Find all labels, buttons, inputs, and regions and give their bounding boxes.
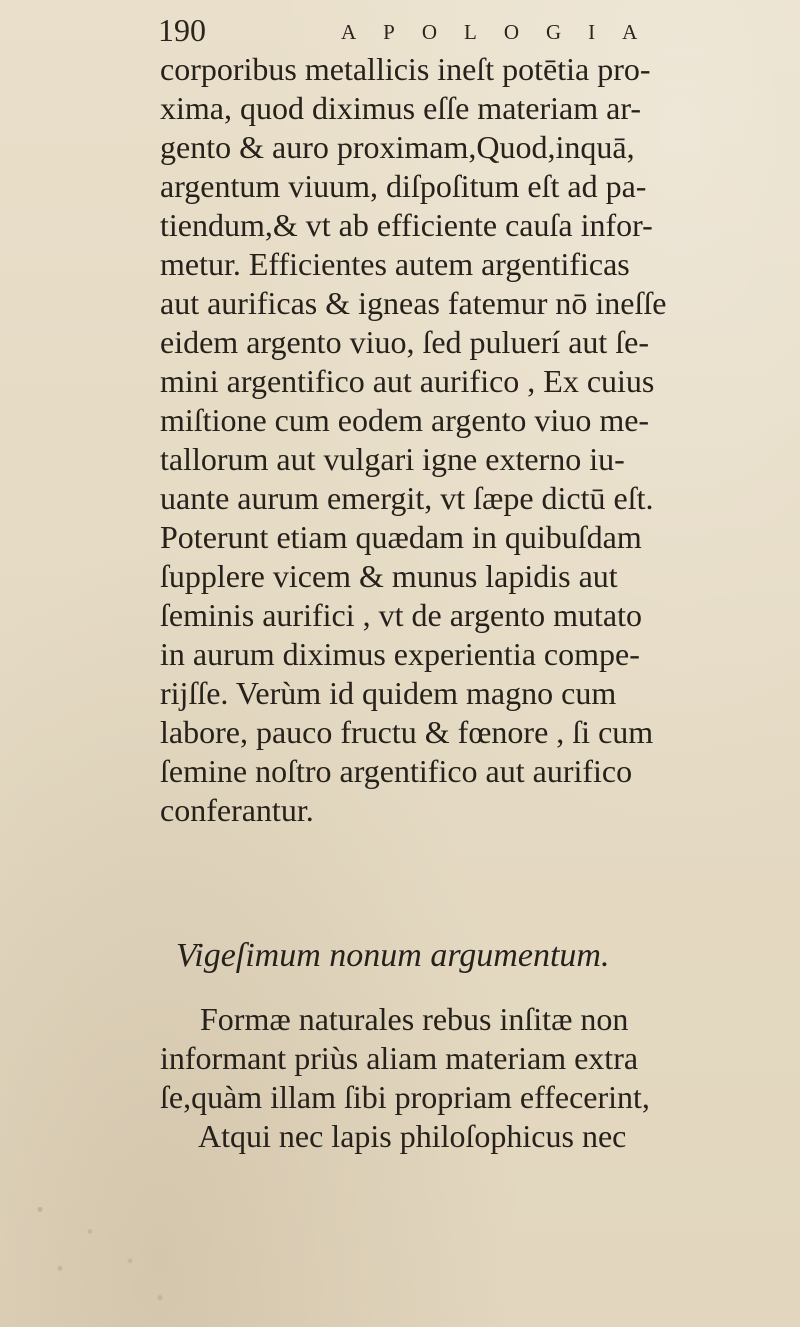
text-line: xima, quod diximus eſſe materiam ar- (160, 90, 641, 126)
paragraph-2 (160, 1000, 785, 1156)
text-line: conferantur. (160, 792, 314, 828)
text-line: tiendum,& vt ab efficiente cauſa infor- (160, 207, 653, 243)
text-line: mini argentifico aut aurifico , Ex cuius (160, 363, 655, 399)
text-line: argentum viuum, diſpoſitum eſt ad pa- (160, 168, 647, 204)
text-line: eidem argento viuo, ſed puluerí aut ſe- (160, 324, 650, 360)
text-line: tallorum aut vulgari igne externo iu- (160, 441, 625, 477)
text-line: Formæ naturales rebus inſitæ non (200, 1001, 629, 1037)
text-line: labore, pauco fructu & fœnore , ſi cum (160, 714, 654, 750)
text-line: Atqui nec lapis philoſophicus nec (198, 1118, 627, 1154)
text-line: miſtione cum eodem argento viuo me- (160, 402, 650, 438)
text-line: ſemine noſtro argentifico aut aurifico (160, 753, 633, 789)
text-line: informant priùs aliam materiam extra (160, 1040, 639, 1076)
text-line: gento & auro proximam,Quod,inquā, (160, 129, 635, 165)
text-line: corporibus metallicis ineſt potētia pro- (160, 51, 651, 87)
text-line: ſupplere vicem & munus lapidis aut (160, 558, 618, 594)
text-line: in aurum diximus experientia compe- (160, 636, 640, 672)
page-header (158, 10, 778, 50)
running-head: APOLOGIA (341, 20, 665, 44)
text-line: ſe,quàm illam ſibi propriam effecerint, (160, 1079, 650, 1115)
text-line: ſeminis aurifici , vt de argento mutato (160, 597, 642, 633)
page-number: 190 (158, 12, 206, 48)
text-line: aut aurificas & igneas fatemur nō ineſſe (160, 285, 667, 321)
text-line: metur. Efficientes autem argentificas (160, 246, 630, 282)
text-line: uante aurum emergit, vt ſæpe dictū eſt. (160, 480, 654, 516)
text-line: Poterunt etiam quædam in quibuſdam (160, 519, 642, 555)
text-line: rijſſe. Verùm id quidem magno cum (160, 675, 617, 711)
paper-stain (0, 1180, 200, 1327)
section-heading: Vigeſimum nonum argumentum. (176, 937, 610, 974)
paragraph-1 (160, 50, 785, 830)
